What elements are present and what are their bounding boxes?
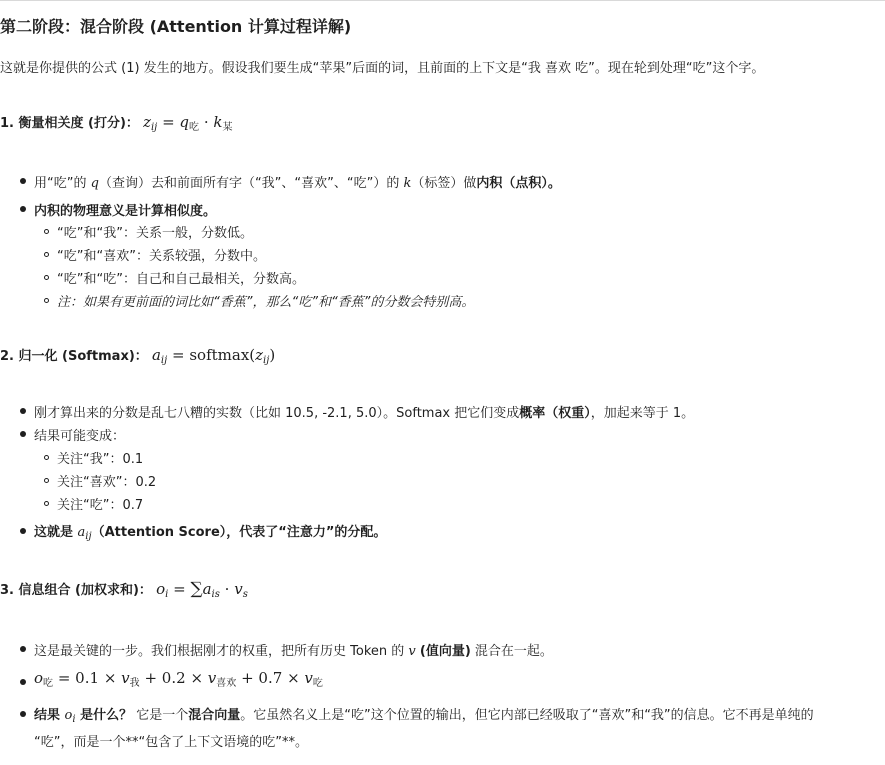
formula-ij: ij <box>263 355 270 366</box>
s1-b1-mid2: （标签）做 <box>411 176 477 191</box>
sub-bullet-ring <box>44 275 49 280</box>
s3-b3-mid: 它是一个 <box>132 708 189 723</box>
formula-paren-open: ( <box>249 346 256 364</box>
sub-bullet-ring <box>44 478 49 483</box>
formula-s: s <box>242 589 248 600</box>
formula-z: z <box>255 346 264 364</box>
formula-o: o <box>156 580 166 598</box>
math-a-ij <box>78 525 92 540</box>
s3-b1-bold: (值向量) <box>419 644 471 659</box>
s2-b1-bold: 概率（权重） <box>519 406 591 421</box>
bullet-dot <box>20 679 26 685</box>
s3-weighted-sum-formula <box>34 669 323 687</box>
coef-1: 0.1 <box>75 669 100 687</box>
s3-b1-pre: 这是最关键的一步。我们根据刚才的权重，把所有历史 Token 的 <box>34 644 409 659</box>
s1-b1-end: 。 <box>547 176 561 191</box>
s3-b1-end: 混合在一起。 <box>470 644 553 659</box>
formula-eat-sub: 吃 <box>43 678 54 689</box>
s2-b1-pre: 刚才算出来的分数是乱七八糟的实数（比如 10.5, -2.1, 5.0）。Softmax 把它们变成 <box>34 406 520 421</box>
formula-eq: = <box>162 113 175 131</box>
math-o-i <box>65 708 76 723</box>
s1-sub2: “吃”和“喜欢”：关系较强，分数中。 <box>57 249 266 264</box>
s1-bullet2: 内积的物理意义是计算相似度。 <box>34 204 217 219</box>
bullet-dot <box>20 711 26 717</box>
s3-bullet1 <box>34 640 553 659</box>
formula-like-sub: 喜欢 <box>216 678 237 689</box>
formula-k: k <box>213 113 223 131</box>
formula-softmax: softmax <box>189 346 250 364</box>
s2-sub1: 关注“我”：0.1 <box>57 452 144 467</box>
section1-formula <box>143 113 232 131</box>
formula-some-sub: 某 <box>222 122 233 133</box>
formula-me-sub: 我 <box>129 678 140 689</box>
section2-formula <box>152 346 275 364</box>
formula-z: z <box>143 113 151 131</box>
s2-bullet2: 结果可能变成： <box>34 429 126 444</box>
math-a: a <box>77 525 86 540</box>
sub-bullet-ring <box>44 298 49 303</box>
s3-b3-bold1: 结果 <box>34 708 65 723</box>
section2-heading <box>0 345 275 364</box>
s3-bullet3 <box>34 704 814 723</box>
sub-bullet-ring <box>44 252 49 257</box>
s2-b1-end: ，加起来等于 1。 <box>590 406 695 421</box>
s1-bullet1 <box>34 172 561 191</box>
formula-eq: = <box>57 669 71 687</box>
sub-bullet-ring <box>44 229 49 234</box>
math-v: v <box>408 644 416 659</box>
s1-sub4-note: 注：如果有更前面的词比如“香蕉”，那么“吃”和“香蕉”的分数会特别高。 <box>57 295 475 310</box>
bullet-dot <box>20 206 26 212</box>
s1-sub3: “吃”和“吃”：自己和自己最相关，分数高。 <box>57 272 305 287</box>
formula-i: i <box>211 589 215 600</box>
s2-bullet1 <box>34 402 694 421</box>
section3-heading <box>0 579 248 599</box>
s3-b3-end: 。它虽然名义上是“吃”这个位置的输出，但它内部已经吸取了“喜欢”和“我”的信息。它不再是单纯的 <box>240 708 814 723</box>
formula-v: v <box>304 669 313 687</box>
s3-bullet3-line2: “吃”，而是一个**“包含了上下文语境的吃”**。 <box>34 735 308 750</box>
formula-eq: = <box>173 580 186 598</box>
s1-b1-pre: 用“吃”的 <box>34 176 91 191</box>
formula-paren-close: ) <box>269 346 276 364</box>
formula-v: v <box>121 669 130 687</box>
formula-plus: + <box>241 669 254 687</box>
s2-sub2: 关注“喜欢”：0.2 <box>57 475 157 490</box>
page-title: 第二阶段：混合阶段 (Attention 计算过程详解) <box>0 17 352 36</box>
section1-heading-text: 1. 衡量相关度 (打分)： <box>0 116 139 131</box>
formula-times: × <box>103 669 117 687</box>
bullet-dot <box>20 431 26 437</box>
formula-dot: · <box>203 113 209 131</box>
math-ij: ij <box>85 531 92 542</box>
bullet-dot <box>20 178 26 184</box>
formula-eat-sub: 吃 <box>189 122 200 133</box>
formula-plus: + <box>144 669 158 687</box>
math-o: o <box>64 708 73 723</box>
formula-times: × <box>190 669 204 687</box>
formula-v: v <box>207 669 217 687</box>
formula-s: s <box>214 589 220 600</box>
bullet-dot <box>20 408 26 414</box>
formula-o: o <box>34 669 44 687</box>
s1-sub1: “吃”和“我”：关系一般，分数低。 <box>57 226 253 241</box>
math-k: k <box>403 176 412 191</box>
section3-formula <box>156 580 248 598</box>
s2-sub3: 关注“吃”：0.7 <box>57 498 144 513</box>
section3-heading-text: 3. 信息组合 (加权求和)： <box>0 583 152 598</box>
formula-v: v <box>234 580 243 598</box>
formula-ij: ij <box>160 355 168 366</box>
s2-b3-pre: 这就是 <box>34 525 78 540</box>
s1-b1-bold: 内积（点积） <box>476 176 548 191</box>
section1-heading <box>0 112 232 131</box>
bullet-dot <box>20 646 26 652</box>
s3-b3-bold3: 混合向量 <box>188 708 241 723</box>
coef-3: 0.7 <box>258 669 283 687</box>
top-divider <box>0 0 885 1</box>
sub-bullet-ring <box>44 455 49 460</box>
formula-eq: = <box>171 346 185 364</box>
formula-eat-sub: 吃 <box>312 678 323 689</box>
coef-2: 0.2 <box>161 669 186 687</box>
formula-times: × <box>287 669 300 687</box>
formula-a: a <box>202 580 212 598</box>
math-i: i <box>72 714 76 725</box>
formula-sum: ∑ <box>190 579 203 599</box>
s3-b3-bold2: 是什么？ <box>75 708 133 723</box>
s2-b3-post: （Attention Score），代表了“注意力”的分配。 <box>91 525 387 540</box>
formula-a: a <box>151 346 161 364</box>
formula-i: i <box>165 589 169 600</box>
section2-heading-text: 2. 归一化 (Softmax)： <box>0 349 148 364</box>
s2-bullet3 <box>34 521 386 540</box>
formula-ij: ij <box>150 122 158 133</box>
intro-paragraph: 这就是你提供的公式 (1) 发生的地方。假设我们要生成“苹果”后面的词，且前面的上下文是“我 喜欢 吃”。现在轮到处理“吃”这个字。 <box>0 61 765 76</box>
math-q: q <box>90 176 99 191</box>
s1-b1-mid: （查询）去和前面所有字（“我”、“喜欢”、“吃”）的 <box>98 176 404 191</box>
bullet-dot <box>20 528 26 534</box>
formula-q: q <box>179 113 190 131</box>
sub-bullet-ring <box>44 501 49 506</box>
formula-dot: · <box>224 580 230 598</box>
